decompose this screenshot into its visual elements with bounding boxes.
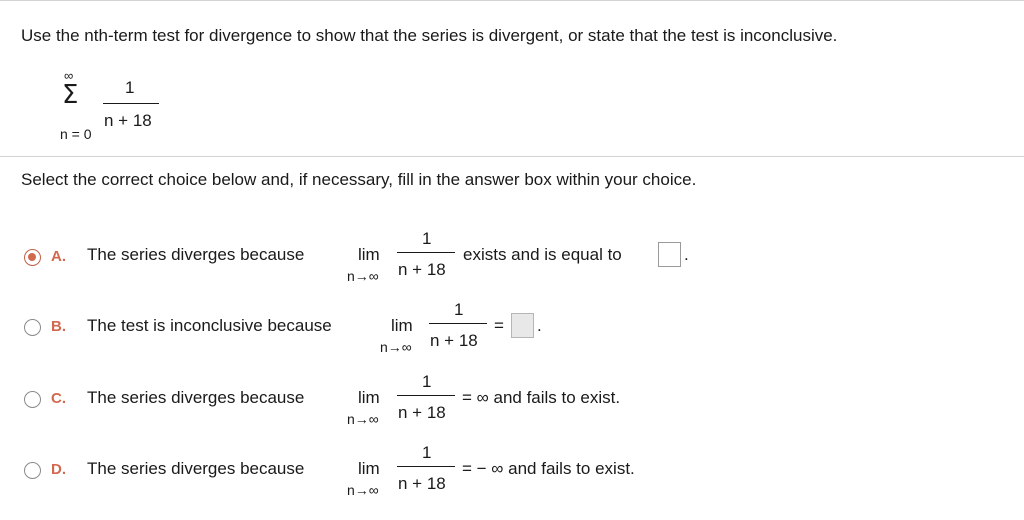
choice-d-fraction-bar — [397, 466, 455, 467]
choice-c-radio[interactable] — [24, 391, 41, 408]
choice-b-tail: = — [494, 316, 504, 335]
choice-b-text: The test is inconclusive because — [87, 316, 332, 335]
choice-d-radio[interactable] — [24, 462, 41, 479]
series-upper-limit: ∞ — [64, 68, 74, 83]
choice-c-text: The series diverges because — [87, 388, 305, 407]
choice-c-tail: = ∞ and fails to exist. — [462, 388, 621, 407]
choice-b-numerator: 1 — [454, 300, 464, 319]
series-denominator: n + 18 — [104, 111, 152, 130]
sigma-symbol: Σ — [62, 80, 79, 110]
choice-d-denominator: n + 18 — [398, 474, 446, 493]
choice-d-numerator: 1 — [422, 443, 432, 462]
top-divider — [0, 0, 1024, 1]
question-prompt: Use the nth-term test for divergence to show that the series is divergent, or state that the test is inconclusive. — [21, 26, 838, 45]
choice-d-letter: D. — [51, 461, 66, 478]
section-divider — [0, 156, 1024, 157]
choice-d-text: The series diverges because — [87, 459, 305, 478]
instruction-text: Select the correct choice below and, if necessary, fill in the answer box within your choice. — [21, 170, 697, 189]
choice-c-denominator: n + 18 — [398, 403, 446, 422]
choice-a-text: The series diverges because — [87, 245, 305, 264]
choice-c-lim-sub: n→∞ — [347, 411, 379, 427]
choice-b-lim-sub: n→∞ — [380, 339, 412, 355]
choice-d-lim: lim — [358, 459, 380, 478]
choice-d-lim-sub: n→∞ — [347, 482, 379, 498]
choice-a-end: . — [684, 245, 689, 264]
choice-b-letter: B. — [51, 318, 66, 335]
choice-a-lim-sub: n→∞ — [347, 268, 379, 284]
series-fraction-bar — [103, 103, 159, 104]
choice-b-end: . — [537, 316, 542, 335]
choice-b-fraction-bar — [429, 323, 487, 324]
series-numerator: 1 — [125, 78, 135, 97]
choice-d-tail: = − ∞ and fails to exist. — [462, 459, 635, 478]
choice-b-answer-box[interactable] — [511, 313, 534, 338]
choice-b-denominator: n + 18 — [430, 331, 478, 350]
choice-a-lim: lim — [358, 245, 380, 264]
choice-c-lim: lim — [358, 388, 380, 407]
choice-c-numerator: 1 — [422, 372, 432, 391]
series-lower-limit: n = 0 — [60, 126, 92, 142]
choice-a-radio[interactable] — [24, 249, 41, 266]
choice-a-fraction-bar — [397, 252, 455, 253]
choice-a-letter: A. — [51, 248, 66, 265]
choice-a-numerator: 1 — [422, 229, 432, 248]
choice-b-lim: lim — [391, 316, 413, 335]
choice-c-letter: C. — [51, 390, 66, 407]
choice-a-answer-box[interactable] — [658, 242, 681, 267]
choice-b-radio[interactable] — [24, 319, 41, 336]
choice-c-fraction-bar — [397, 395, 455, 396]
choice-a-denominator: n + 18 — [398, 260, 446, 279]
radio-selected-dot — [28, 253, 36, 261]
choice-a-tail: exists and is equal to — [463, 245, 622, 264]
